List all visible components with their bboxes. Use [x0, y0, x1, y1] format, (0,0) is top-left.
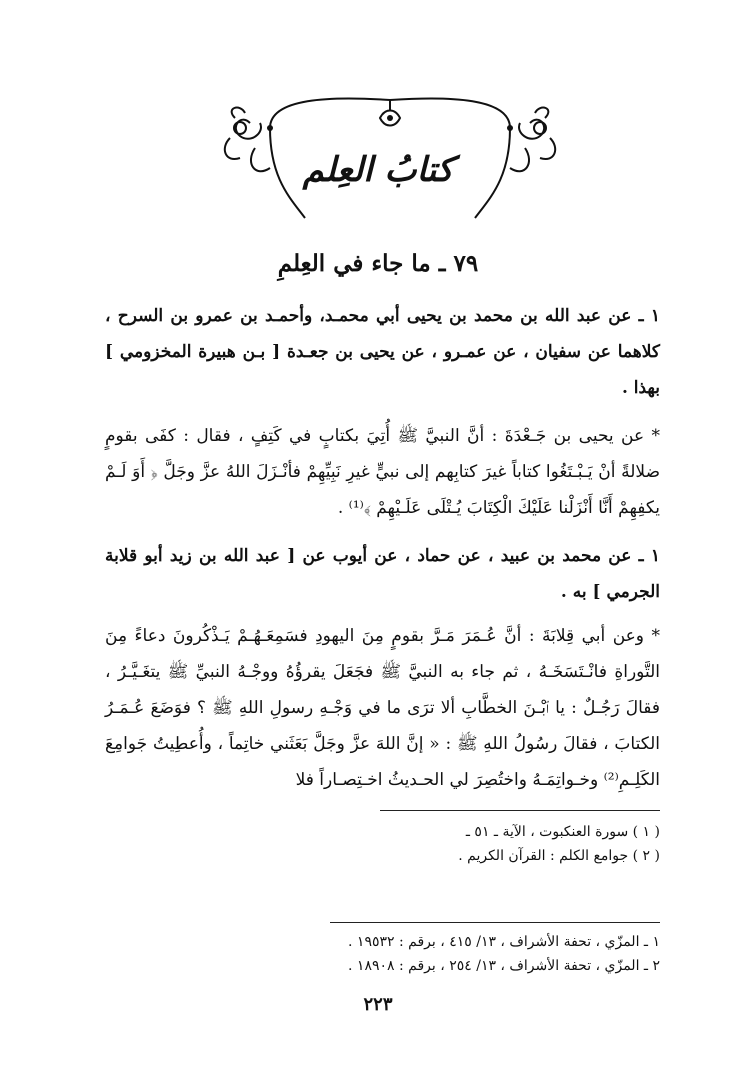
- footnotes: [105, 820, 660, 868]
- chapter-title: ٧٩ ـ ما جاء في العِلمِ: [277, 250, 479, 277]
- paragraph-1: [105, 298, 660, 406]
- references: [105, 930, 660, 978]
- isnad-text: ١ ـ عن عبد الله بن محمد بن يحيى أبي محمـد، وأحمـد بن عمرو بن السرح ، كلاهما عن سفيان ، عن عمـرو ، عن يحيى بن جعـدة [ بـن هبيرة المخزومي ] بهذا .: [105, 306, 660, 398]
- hadith-text: * وعن أبي قِلابَةَ : أنَّ عُـمَرَ مَـرَّ بقومٍ مِنَ اليهودِ فسَمِعَـهُـمْ يَـذْكُرونَ دعاءً مِنَ التَّوراةِ فانْـتَسَخَـهُ ، ثم جاء به النبيَّ ﷺ فجَعَلَ يقرؤُهُ ووجْـهُ النبيِّ ﷺ يتغَـيَّـرُ ، فقالَ رَجُـلٌ : يا ٱبْـنَ الخطَّابِ ألا ترَى ما في وَجْـهِ رسولِ اللهِ ﷺ ؟ فوَضَعَ عُـمَـرُ الكتابَ ، فقالَ رسُولُ اللهِ ﷺ : « إنَّ اللهَ عزَّ وجَلَّ بَعَثَني خاتِماً ، وأُعطِيتُ جَوامِعَ الكَلِـمِ⁽²⁾ وخـواتِمَـهُ واختُصِرَ لي الحـديثُ اخـتِصـاراً فلا: [105, 626, 660, 790]
- reference-divider: [330, 922, 660, 923]
- reference: ١ ـ المزّي ، تحفة الأشراف ، ١٣/ ٤١٥ ، برقم : ١٩٥٣٢ .: [348, 934, 660, 950]
- paragraph-2: [105, 418, 660, 526]
- page-number: ٢٢٣: [363, 994, 393, 1015]
- book-title: كتابُ العِلم: [302, 150, 454, 190]
- paragraph-3: [105, 538, 660, 610]
- footnote: ( ١ ) سورة العنكبوت ، الآية ـ ٥١ ـ: [465, 824, 660, 840]
- paragraph-4: [105, 618, 660, 798]
- footnote-divider: [380, 810, 660, 811]
- reference: ٢ ـ المزّي ، تحفة الأشراف ، ١٣/ ٢٥٤ ، برقم : ١٨٩٠٨ .: [348, 958, 660, 974]
- hadith-text: * عن يحيى بن جَـعْدَةَ : أنَّ النبيَّ ﷺ أُتِيَ بكتابٍ في كَتِفٍ ، فقال : كفَى بقومٍ ضلالةً أنْ يَـبْـتَغُوا كتاباً غيرَ كتابِهم إلى نبيٍّ غيرِ نَبِيِّهِمْ فأنْـزَلَ اللهُ عزَّ وجَلَّ ﴿ أَوَ لَـمْ يكفِهِمْ أَنَّا أَنْزَلْنا عَلَيْكَ الْكِتَابَ يُـتْلَى عَلَـيْهِمْ ﴾⁽¹⁾ .: [105, 426, 660, 518]
- footnote: ( ٢ ) جوامع الكلم : القرآن الكريم .: [458, 848, 660, 864]
- isnad-text: ١ ـ عن محمد بن عبيد ، عن حماد ، عن أيوب عن [ عبد الله بن زيد أبو قلابة الجرمي ] به .: [105, 546, 660, 602]
